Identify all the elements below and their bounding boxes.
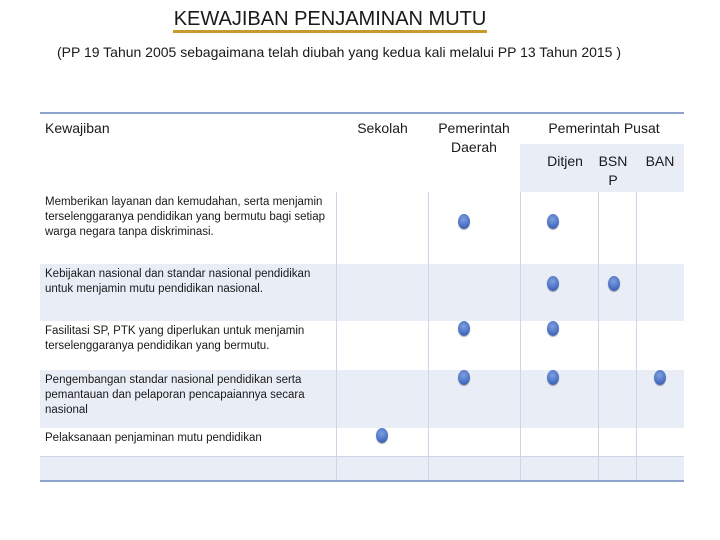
row-rule xyxy=(40,456,684,457)
row-kewajiban-text: Pelaksanaan penjaminan mutu pendidikan xyxy=(45,432,262,444)
row-rule xyxy=(40,112,684,114)
header-pemerintah-pusat: Pemerintah Pusat xyxy=(548,120,660,136)
page-title: KEWAJIBAN PENJAMINAN MUTU xyxy=(0,8,660,31)
column-divider xyxy=(520,192,521,482)
header-ban: BAN xyxy=(645,153,675,169)
check-dot-icon xyxy=(547,276,559,291)
check-dot-icon xyxy=(458,321,470,336)
check-dot-icon xyxy=(458,214,470,229)
check-dot-icon xyxy=(547,321,559,336)
column-divider xyxy=(428,192,429,482)
column-divider xyxy=(636,192,637,482)
column-divider xyxy=(336,192,337,482)
header-ditjen: Ditjen xyxy=(547,153,583,169)
header-sekolah: Sekolah xyxy=(357,120,408,136)
check-dot-icon xyxy=(547,214,559,229)
check-dot-icon xyxy=(376,428,388,443)
row-band xyxy=(40,456,684,482)
obligations-table xyxy=(40,112,684,482)
header-bsnp: BSN P xyxy=(598,153,628,188)
row-kewajiban-text: Fasilitasi SP, PTK yang diperlukan untuk menjamin terselenggaranya pendidikan yang bermutu. xyxy=(45,325,305,352)
header-pemerintah-daerah: Pemerintah Daerah xyxy=(438,120,510,155)
page-subtitle: (PP 19 Tahun 2005 sebagaimana telah diubah yang kedua kali melalui PP 13 Tahun 2015 ) xyxy=(56,44,622,60)
check-dot-icon xyxy=(458,370,470,385)
header-kewajiban: Kewajiban xyxy=(45,120,110,136)
check-dot-icon xyxy=(654,370,666,385)
check-dot-icon xyxy=(608,276,620,291)
row-rule xyxy=(40,480,684,482)
column-divider xyxy=(598,192,599,482)
row-kewajiban-text: Memberikan layanan dan kemudahan, serta menjamin terselenggaranya pendidikan yang bermutu bagi setiap warga negara tanpa diskriminasi. xyxy=(45,196,326,238)
check-dot-icon xyxy=(547,370,559,385)
row-kewajiban-text: Pengembangan standar nasional pendidikan serta pemantauan dan pelaporan pencapaiannya secara nasional xyxy=(45,374,305,416)
row-kewajiban-text: Kebijakan nasional dan standar nasional pendidikan untuk menjamin mutu pendidikan nasional. xyxy=(45,268,311,295)
